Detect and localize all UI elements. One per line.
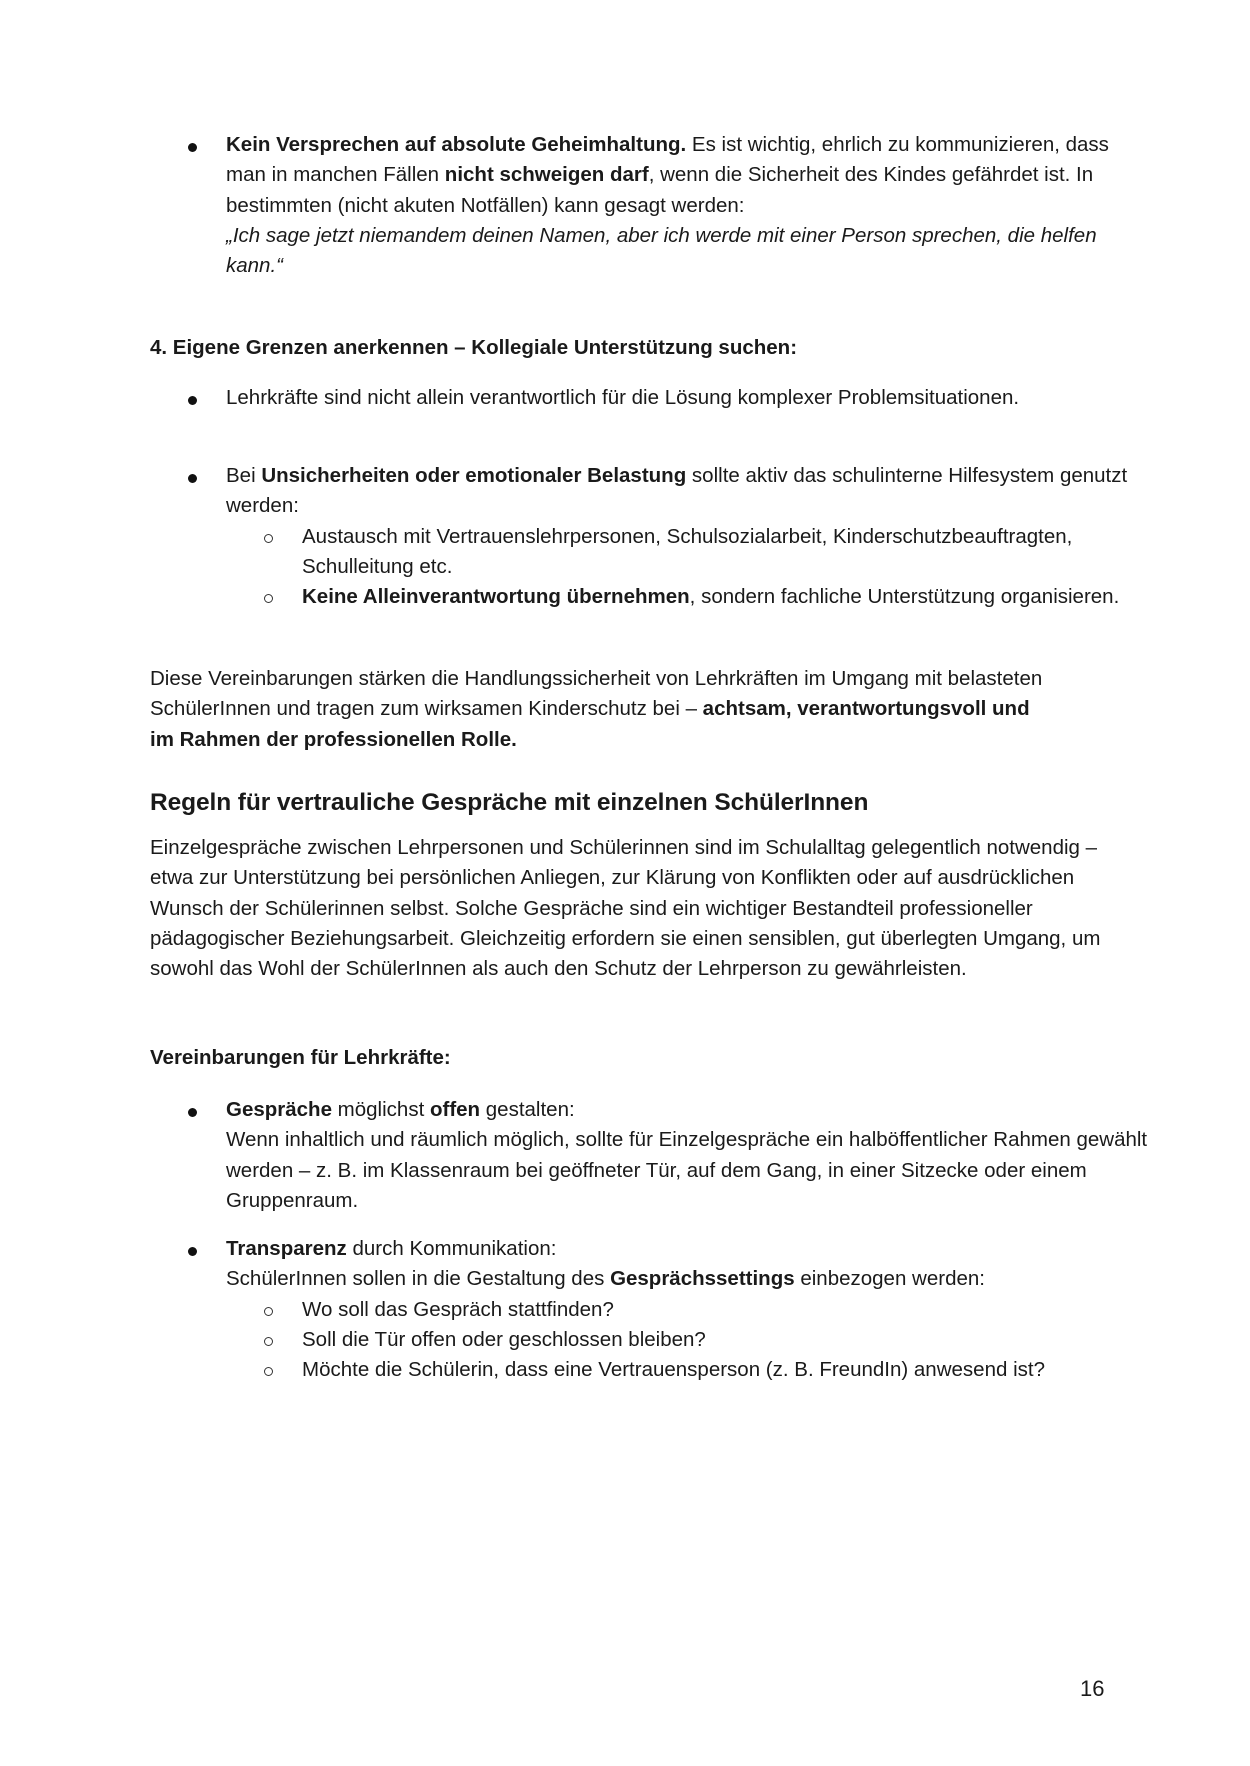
bullet-text [226,130,1146,281]
list-item [150,461,1146,612]
rules-intro-paragraph: Einzelgespräche zwischen Lehrpersonen und Schülerinnen sind im Schulalltag gelegentlich notwendig – etwa zur Unterstützung bei persönlichen Anliegen, zur Klärung von Konflikten oder auf ausdrücklichen Wunsch der Schülerinnen selbst. Solche Gespräche sind ein wichtiger Bestandteil professioneller pädagogischer Beziehungsarbeit. Gleichzeitig erfordern sie einen sensiblen, gut überlegten Umgang, um sowohl das Wohl der SchülerInnen als auch den Schutz der Lehrperson zu gewährleisten. [150,836,1101,981]
bold-phrase: nicht schweigen darf [444,163,649,187]
bold-phrase: Keine Alleinverantwortung übernehmen [302,585,690,609]
circle-bullet-icon [264,594,273,603]
sub-list-item [226,582,1146,612]
text-span: gestalten: [480,1098,575,1121]
text-span: Diese Vereinbarungen stärken die Handlungssicherheit von Lehrkräften im Umgang mit belasteten SchülerInnen und tragen zum wirksamen Kinderschutz bei – [150,667,1043,721]
bold-phrase: offen [429,1098,481,1121]
sub-item-text: Wo soll das Gespräch stattfinden? [302,1297,614,1321]
sub-list [226,1295,1186,1386]
circle-bullet-icon [264,534,273,543]
bullet-body [226,1264,1186,1294]
bold-phrase: Transparenz [226,1237,347,1260]
quote-text: „Ich sage jetzt niemandem deinen Namen, aber ich werde mit einer Person sprechen, die helfen kann.“ [226,223,1097,278]
sub-list [226,522,1146,613]
text-span: sollte aktiv das schulinterne Hilfesystem genutzt werden: [226,464,1128,518]
circle-bullet-icon [264,1307,273,1316]
list-item-confidentiality [150,130,1146,281]
bullet-text: Lehrkräfte sind nicht allein verantwortlich für die Lösung komplexer Problemsituationen. [226,386,1020,409]
circle-bullet-icon [264,1337,273,1346]
text-span: Es ist wichtig, ehrlich zu kommunizieren, dass man in manchen Fällen [226,133,1109,187]
sub-item-text: , sondern fachliche Unterstützung organisieren. [689,585,1120,609]
bullet-text [226,461,1146,522]
page-number: 16 [1080,1676,1105,1701]
text-span: durch Kommunikation: [346,1237,557,1260]
heading-text: 4. Eigene Grenzen anerkennen – Kollegiale Unterstützung suchen: [150,336,798,359]
bold-phrase: Gesprächssettings [610,1267,795,1291]
text-span: Bei [226,464,262,487]
sub-list-item [226,522,1146,583]
list-item [150,1234,1186,1385]
list-item [150,383,1126,413]
sub-list-item [226,1325,1186,1355]
bold-lead: Kein Versprechen auf absolute Geheimhaltung. [226,133,687,156]
bullet-icon [188,143,197,152]
text-span: , wenn die Sicherheit des Kindes gefährdet ist. In bestimmten (nicht akuten Notfällen) kann gesagt werden: [226,163,1094,217]
bold-phrase: achtsam, verantwortungsvoll und im Rahmen der professionellen Rolle. [150,697,1030,751]
bullet-body: Wenn inhaltlich und räumlich möglich, sollte für Einzelgespräche ein halböffentlicher Rahmen gewählt werden – z. B. im Klassenraum bei geöffneter Tür, auf dem Gang, in einer Sitzecke oder einem Gruppenraum. [226,1128,1148,1212]
section-heading-4 [150,333,1110,363]
summary-paragraph [150,664,1050,755]
list-item [150,1095,1186,1216]
sub-list-item [226,1355,1186,1385]
sub-list-item [226,1295,1186,1325]
subheading-agreements: Vereinbarungen für Lehrkräfte: [150,1046,451,1069]
bullet-icon [188,1108,197,1117]
section-heading-rules: Regeln für vertrauliche Gespräche mit einzelnen SchülerInnen [150,789,869,816]
bullet-text [226,1095,1186,1125]
bullet-text [226,1234,1186,1264]
bold-phrase: Unsicherheiten oder emotionaler Belastung [261,464,687,487]
sub-item-text: Möchte die Schülerin, dass eine Vertrauensperson (z. B. FreundIn) anwesend ist? [302,1358,1045,1382]
bold-phrase: Gespräche [226,1098,332,1121]
text-span: SchülerInnen sollen in die Gestaltung des [226,1267,611,1291]
bullet-icon [188,396,197,405]
bullet-icon [188,1247,197,1256]
text-span: möglichst [331,1098,430,1121]
text-span: einbezogen werden: [794,1267,985,1291]
sub-item-text: Soll die Tür offen oder geschlossen bleiben? [302,1327,706,1351]
sub-item-text: Austausch mit Vertrauenslehrpersonen, Schulsozialarbeit, Kinderschutzbeauftragten, Schulleitung etc. [302,524,1073,578]
bullet-icon [188,474,197,483]
circle-bullet-icon [264,1367,273,1376]
